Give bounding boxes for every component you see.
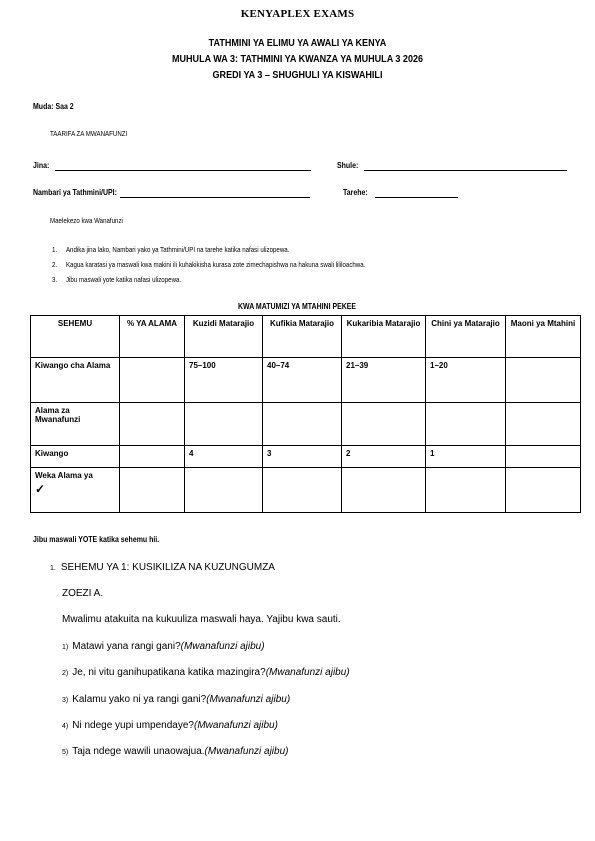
score-input-cell[interactable] xyxy=(342,403,426,446)
tick-input-cell[interactable] xyxy=(426,468,506,513)
instruction-item: 3. Jibu maswali yote katika nafasi ulizopewa. xyxy=(52,275,182,284)
table-cell: Kiwango xyxy=(31,446,120,468)
student-info-heading: TAARIFA ZA MWANAFUNZI xyxy=(50,129,128,138)
table-cell: 4 xyxy=(185,446,263,468)
section-heading xyxy=(50,562,275,573)
header-cell: Kufikia Matarajio xyxy=(263,316,342,358)
table-cell xyxy=(506,446,581,468)
instructions-heading: Maelekezo kwa Wanafunzi xyxy=(50,216,123,225)
date-label: Tarehe: xyxy=(343,187,368,197)
header-cell: % YA ALAMA xyxy=(120,316,185,358)
tick-input-cell[interactable] xyxy=(263,468,342,513)
score-input-cell[interactable] xyxy=(263,403,342,446)
scores-caption: KWA MATUMIZI YA MTAHINI PEKEE xyxy=(238,301,357,311)
question-item: 4) Ni ndege yupi umpendaye?(Mwanafunzi ajibu) xyxy=(62,720,278,731)
score-input-cell[interactable] xyxy=(506,403,581,446)
school-field[interactable] xyxy=(364,170,567,171)
upi-label: Nambari ya Tathmini/UPI: xyxy=(33,187,117,197)
duration: Muda: Saa 2 xyxy=(33,101,74,111)
section-title: SEHEMU YA 1: KUSIKILIZA NA KUZUNGUMZA xyxy=(60,562,275,573)
instruction-item: 1. Andika jina lako, Nambari yako ya Tathmini/UPI na tarehe katika nafasi ulizopewa. xyxy=(52,245,290,254)
title-line-3: GREDI YA 3 – SHUGHULI YA KISWAHILI xyxy=(212,69,383,81)
question-item: 3) Kalamu yako ni ya rangi gani?(Mwanafunzi ajibu) xyxy=(62,694,291,705)
table-cell: 3 xyxy=(263,446,342,468)
table-row xyxy=(31,468,581,513)
header-cell: Maoni ya Mtahini xyxy=(506,316,581,358)
question-item: 1) Matawi yana rangi gani?(Mwanafunzi ajibu) xyxy=(62,641,265,652)
section-intro: Mwalimu atakuita na kukuuliza maswali haya. Yajibu kwa sauti. xyxy=(62,614,341,625)
tick-input-cell[interactable] xyxy=(342,468,426,513)
table-cell: 40–74 xyxy=(263,358,342,403)
date-field[interactable] xyxy=(375,197,458,198)
header-cell: Chini ya Matarajio xyxy=(426,316,506,358)
tick-input-cell[interactable] xyxy=(506,468,581,513)
name-field[interactable] xyxy=(55,170,311,171)
table-cell: Alama za Mwanafunzi xyxy=(31,403,120,446)
exercise-label: ZOEZI A. xyxy=(62,588,104,599)
header-cell: SEHEMU xyxy=(31,316,120,358)
score-input-cell[interactable] xyxy=(185,403,263,446)
table-cell xyxy=(506,358,581,403)
table-row xyxy=(31,403,581,446)
table-cell: 1–20 xyxy=(426,358,506,403)
title-line-1: TATHMINI YA ELIMU YA AWALI YA KENYA xyxy=(208,37,387,49)
checkmark-icon: ✓ xyxy=(35,482,46,496)
table-cell: Weka Alama ya ✓ xyxy=(31,468,120,513)
table-header-row xyxy=(31,316,581,358)
header-cell: Kuzidi Matarajio xyxy=(185,316,263,358)
score-input-cell[interactable] xyxy=(120,403,185,446)
header-cell: Kukaribia Matarajio xyxy=(342,316,426,358)
table-cell: Kiwango cha Alama xyxy=(31,358,120,403)
section-number: 1. xyxy=(50,565,56,572)
question-item: 5) Taja ndege wawili unaowajua.(Mwanafunzi ajibu) xyxy=(62,746,289,757)
table-cell xyxy=(120,358,185,403)
table-cell: 1 xyxy=(426,446,506,468)
title-line-2: MUHULA WA 3: TATHMINI YA KWANZA YA MUHULA 3 2026 xyxy=(171,53,424,65)
table-cell: 2 xyxy=(342,446,426,468)
answer-all-instruction: Jibu maswali YOTE katika sehemu hii. xyxy=(33,534,160,544)
instruction-item: 2. Kagua karatasi ya maswali kwa makini ili kuhakikisha kurasa zote zimechapishwa na hakuna swali lililoachwa. xyxy=(52,260,366,269)
school-label: Shule: xyxy=(337,160,359,170)
upi-field[interactable] xyxy=(120,197,310,198)
tick-input-cell[interactable] xyxy=(185,468,263,513)
question-item: 2) Je, ni vitu ganihupatikana katika mazingira?(Mwanafunzi ajibu) xyxy=(62,667,350,678)
table-row xyxy=(31,358,581,403)
table-cell: 75–100 xyxy=(185,358,263,403)
table-row xyxy=(31,446,581,468)
tick-input-cell[interactable] xyxy=(120,468,185,513)
name-label: Jina: xyxy=(33,160,50,170)
table-cell xyxy=(120,446,185,468)
exam-brand: KENYAPLEX EXAMS xyxy=(240,8,355,20)
score-input-cell[interactable] xyxy=(426,403,506,446)
scores-table xyxy=(30,315,581,513)
table-cell: 21–39 xyxy=(342,358,426,403)
